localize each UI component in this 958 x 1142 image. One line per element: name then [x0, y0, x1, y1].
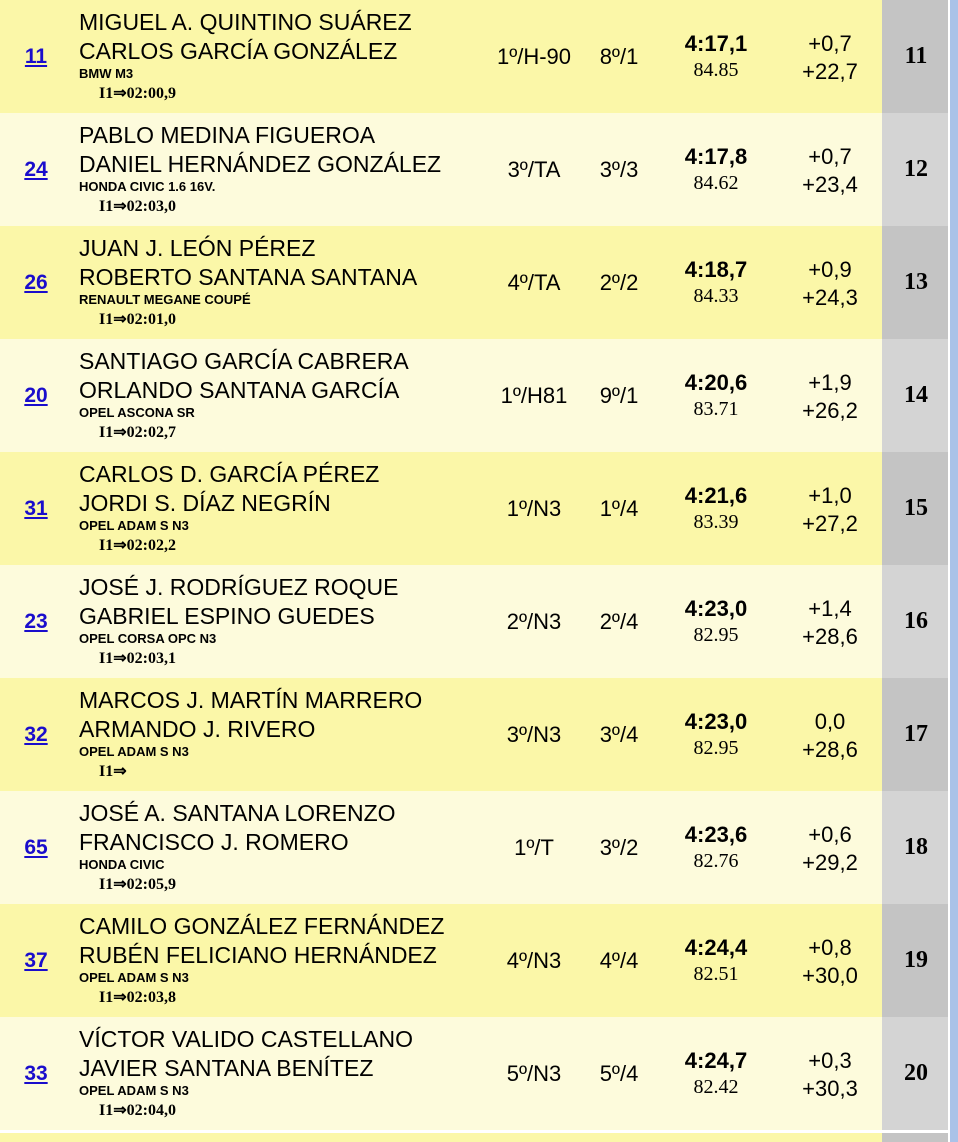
overall-position: 15 — [882, 452, 950, 565]
gap-previous: +0,9 — [808, 257, 852, 282]
car-number-link[interactable]: 33 — [24, 1061, 48, 1085]
split-time: I1⇒02:02,2 — [99, 537, 176, 554]
car-model: OPEL ADAM S N3 — [79, 518, 189, 533]
gap-previous: +1,9 — [808, 370, 852, 395]
stage-time-cell — [666, 821, 766, 873]
car-number-cell — [0, 678, 72, 791]
driver-name: JOSÉ J. RODRÍGUEZ ROQUE — [79, 574, 399, 600]
driver-name: SANTIAGO GARCÍA CABRERA — [79, 348, 409, 374]
overall-position: 12 — [882, 113, 950, 226]
gap-previous: +0,8 — [808, 935, 852, 960]
car-model: RENAULT MEGANE COUPÉ — [79, 292, 251, 307]
average-speed: 82.95 — [693, 624, 739, 646]
car-model: OPEL CORSA OPC N3 — [79, 631, 217, 646]
driver-name: CAMILO GONZÁLEZ FERNÁNDEZ — [79, 913, 445, 939]
car-number-link[interactable]: 26 — [24, 270, 48, 294]
split-time: I1⇒ — [99, 763, 127, 780]
average-speed: 82.42 — [693, 1076, 739, 1098]
crew-cell — [79, 912, 489, 1009]
car-number-link[interactable]: 11 — [24, 44, 48, 68]
car-model: HONDA CIVIC — [79, 857, 165, 872]
codriver-name: DANIEL HERNÁNDEZ GONZÁLEZ — [79, 151, 442, 177]
stage-time-cell — [666, 143, 766, 195]
crew-cell — [79, 460, 489, 557]
stage-time-cell — [666, 934, 766, 986]
table-row — [0, 565, 958, 678]
overall-position: 13 — [882, 226, 950, 339]
driver-name: PABLO MEDINA FIGUEROA — [79, 122, 376, 148]
codriver-name: FRANCISCO J. ROMERO — [79, 829, 349, 855]
car-model: OPEL ADAM S N3 — [79, 744, 189, 759]
gap-cell — [778, 934, 882, 990]
gap-previous: +0,7 — [808, 31, 852, 56]
crew-cell — [79, 347, 489, 444]
next-row-partial — [0, 1133, 958, 1142]
stage-time-cell — [666, 708, 766, 760]
car-number-cell — [0, 0, 72, 113]
overall-position: 16 — [882, 565, 950, 678]
gap-previous: +0,7 — [808, 144, 852, 169]
gap-cell — [778, 256, 882, 312]
group-position: 2º/4 — [599, 608, 639, 634]
car-number-cell — [0, 1017, 72, 1130]
codriver-name: JAVIER SANTANA BENÍTEZ — [79, 1055, 374, 1081]
group-position: 3º/2 — [599, 834, 639, 860]
average-speed: 82.95 — [693, 737, 739, 759]
car-number-cell — [0, 452, 72, 565]
table-row — [0, 1017, 958, 1130]
table-row — [0, 0, 958, 113]
average-speed: 84.85 — [693, 59, 739, 81]
scroll-edge — [950, 0, 958, 1142]
next-row-position-cell — [882, 1133, 950, 1142]
gap-cell — [778, 595, 882, 651]
group-position: 5º/4 — [599, 1060, 639, 1086]
class-position: 3º/TA — [507, 156, 561, 182]
split-time: I1⇒02:05,9 — [99, 876, 176, 893]
table-row — [0, 452, 958, 565]
overall-position: 14 — [882, 339, 950, 452]
codriver-name: JORDI S. DÍAZ NEGRÍN — [79, 490, 331, 516]
table-row — [0, 113, 958, 226]
split-time: I1⇒02:03,8 — [99, 989, 176, 1006]
average-speed: 83.71 — [693, 398, 739, 420]
stage-time: 4:23,0 — [684, 596, 748, 621]
group-position: 9º/1 — [599, 382, 639, 408]
stage-time-cell — [666, 369, 766, 421]
gap-leader: +24,3 — [802, 285, 858, 310]
gap-leader: +26,2 — [802, 398, 858, 423]
car-number-cell — [0, 565, 72, 678]
gap-cell — [778, 369, 882, 425]
class-position: 1º/T — [514, 834, 554, 860]
gap-leader: +29,2 — [802, 850, 858, 875]
stage-time-cell — [666, 256, 766, 308]
gap-leader: +22,7 — [802, 59, 858, 84]
table-row — [0, 904, 958, 1017]
stage-time-cell — [666, 1047, 766, 1099]
car-model: HONDA CIVIC 1.6 16V. — [79, 179, 216, 194]
class-position: 5º/N3 — [506, 1060, 562, 1086]
split-time: I1⇒02:04,0 — [99, 1102, 176, 1119]
class-position: 1º/N3 — [506, 495, 562, 521]
group-position: 3º/4 — [599, 721, 639, 747]
stage-time: 4:17,1 — [684, 31, 748, 56]
gap-cell — [778, 143, 882, 199]
car-number-cell — [0, 791, 72, 904]
overall-position: 18 — [882, 791, 950, 904]
codriver-name: CARLOS GARCÍA GONZÁLEZ — [79, 38, 398, 64]
gap-previous: 0,0 — [814, 709, 846, 734]
class-position: 2º/N3 — [506, 608, 562, 634]
split-time: I1⇒02:01,0 — [99, 311, 176, 328]
crew-cell — [79, 1025, 489, 1122]
driver-name: JOSÉ A. SANTANA LORENZO — [79, 800, 396, 826]
car-number-link[interactable]: 37 — [24, 948, 48, 972]
gap-previous: +0,3 — [808, 1048, 852, 1073]
class-position: 1º/H-90 — [496, 43, 572, 69]
overall-position: 11 — [882, 0, 950, 113]
car-number-link[interactable]: 23 — [24, 609, 48, 633]
driver-name: CARLOS D. GARCÍA PÉREZ — [79, 461, 380, 487]
group-position: 2º/2 — [599, 269, 639, 295]
gap-previous: +1,4 — [808, 596, 852, 621]
codriver-name: ARMANDO J. RIVERO — [79, 716, 316, 742]
codriver-name: ROBERTO SANTANA SANTANA — [79, 264, 418, 290]
gap-leader: +23,4 — [802, 172, 858, 197]
group-position: 4º/4 — [599, 947, 639, 973]
group-position: 3º/3 — [599, 156, 639, 182]
class-position: 4º/N3 — [506, 947, 562, 973]
stage-time: 4:24,4 — [684, 935, 748, 960]
gap-cell — [778, 482, 882, 538]
average-speed: 83.39 — [693, 511, 739, 533]
split-time: I1⇒02:00,9 — [99, 85, 176, 102]
class-position: 1º/H81 — [500, 382, 568, 408]
split-time: I1⇒02:02,7 — [99, 424, 176, 441]
codriver-name: GABRIEL ESPINO GUEDES — [79, 603, 375, 629]
car-number-cell — [0, 904, 72, 1017]
stage-time: 4:23,6 — [684, 822, 748, 847]
crew-cell — [79, 234, 489, 331]
table-row — [0, 678, 958, 791]
stage-time: 4:20,6 — [684, 370, 748, 395]
table-row — [0, 791, 958, 904]
stage-time: 4:21,6 — [684, 483, 748, 508]
car-model: OPEL ADAM S N3 — [79, 970, 189, 985]
driver-name: MIGUEL A. QUINTINO SUÁREZ — [79, 9, 412, 35]
average-speed: 82.76 — [693, 850, 739, 872]
group-position: 1º/4 — [599, 495, 639, 521]
stage-time: 4:17,8 — [684, 144, 748, 169]
crew-cell — [79, 573, 489, 670]
car-number-cell — [0, 226, 72, 339]
class-position: 4º/TA — [507, 269, 561, 295]
gap-cell — [778, 708, 882, 764]
table-row — [0, 226, 958, 339]
car-number-link[interactable]: 24 — [24, 157, 48, 181]
gap-leader: +28,6 — [802, 737, 858, 762]
overall-position: 17 — [882, 678, 950, 791]
car-number-link[interactable]: 32 — [24, 722, 48, 746]
car-number-link[interactable]: 20 — [24, 383, 48, 407]
overall-position: 20 — [882, 1017, 950, 1130]
stage-time-cell — [666, 482, 766, 534]
driver-name: JUAN J. LEÓN PÉREZ — [79, 235, 316, 261]
car-number-link[interactable]: 31 — [24, 496, 48, 520]
split-time: I1⇒02:03,0 — [99, 198, 176, 215]
class-position: 3º/N3 — [506, 721, 562, 747]
gap-leader: +30,3 — [802, 1076, 858, 1101]
average-speed: 82.51 — [693, 963, 739, 985]
crew-cell — [79, 686, 489, 783]
crew-cell — [79, 799, 489, 896]
gap-cell — [778, 30, 882, 86]
gap-leader: +30,0 — [802, 963, 858, 988]
car-model: BMW M3 — [79, 66, 134, 81]
stage-time: 4:23,0 — [684, 709, 748, 734]
average-speed: 84.33 — [693, 285, 739, 307]
split-time: I1⇒02:03,1 — [99, 650, 176, 667]
overall-position: 19 — [882, 904, 950, 1017]
driver-name: VÍCTOR VALIDO CASTELLANO — [79, 1026, 414, 1052]
table-row — [0, 339, 958, 452]
gap-cell — [778, 1047, 882, 1103]
crew-cell — [79, 121, 489, 218]
gap-previous: +0,6 — [808, 822, 852, 847]
car-model: OPEL ADAM S N3 — [79, 1083, 189, 1098]
stage-time: 4:18,7 — [684, 257, 748, 282]
driver-name: MARCOS J. MARTÍN MARRERO — [79, 687, 423, 713]
codriver-name: RUBÉN FELICIANO HERNÁNDEZ — [79, 942, 437, 968]
group-position: 8º/1 — [599, 43, 639, 69]
stage-time-cell — [666, 595, 766, 647]
gap-leader: +27,2 — [802, 511, 858, 536]
stage-time: 4:24,7 — [684, 1048, 748, 1073]
car-number-cell — [0, 339, 72, 452]
stage-time-cell — [666, 30, 766, 82]
car-model: OPEL ASCONA SR — [79, 405, 195, 420]
gap-cell — [778, 821, 882, 877]
gap-previous: +1,0 — [808, 483, 852, 508]
car-number-link[interactable]: 65 — [24, 835, 48, 859]
car-number-cell — [0, 113, 72, 226]
average-speed: 84.62 — [693, 172, 739, 194]
crew-cell — [79, 8, 489, 105]
codriver-name: ORLANDO SANTANA GARCÍA — [79, 377, 400, 403]
gap-leader: +28,6 — [802, 624, 858, 649]
